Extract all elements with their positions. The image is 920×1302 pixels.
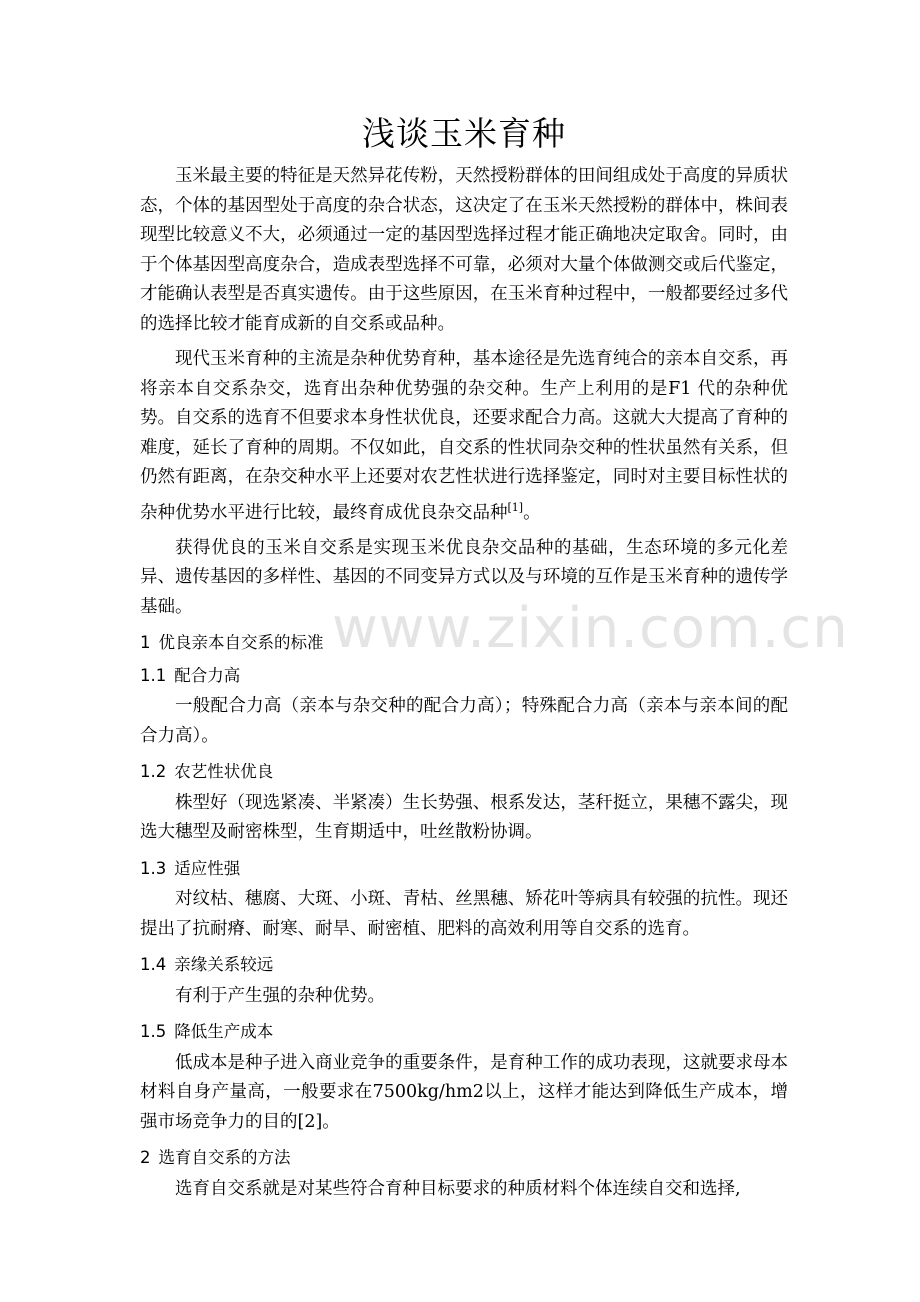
section-1-2-heading <box>140 757 788 787</box>
section-number: 1.4 <box>140 955 167 975</box>
section-2-body: 选育自交系就是对某些符合育种目标要求的种质材料个体连续自交和选择, <box>175 1178 741 1199</box>
watermark: www.zixin.com.cn <box>332 596 849 661</box>
document-body <box>140 110 788 1210</box>
section-1-4-body: 有利于产生强的杂种优势。 <box>175 985 385 1006</box>
document-title: 浅谈玉米育种 <box>362 114 566 153</box>
section-1-5-heading <box>140 1017 788 1047</box>
section-1-2-body: 株型好（现选紧凑、半紧凑）生长势强、根系发达，茎秆挺立，果穗不露尖，现选大穗型及耐密株型，生育期适中，吐丝散粉协调。 <box>140 792 788 843</box>
section-title: 降低生产成本 <box>174 1022 274 1042</box>
section-number: 1.5 <box>140 1022 167 1042</box>
section-title: 亲缘关系较远 <box>174 955 274 975</box>
section-1-1-body: 一般配合力高（亲本与杂交种的配合力高）；特殊配合力高（亲本与亲本间的配合力高）。 <box>140 696 788 746</box>
section-title: 适应性强 <box>174 858 241 878</box>
paragraph-intro: 玉米最主要的特征是天然异花传粉，天然授粉群体的田间组成处于高度的异质状态，个体的基因型处于高度的杂合状态，这决定了在玉米天然授粉的群体中，株间表现型比较意义不大，必须通过一定的基因型选择过程才能正确地决定取舍。同时，由于个体基因型高度杂合，造成表型选择不可靠，必须对大量个体做测交或后代鉴定，才能确认表型是否真实遗传。由于这些原因，在玉米育种过程中，一般都要经过多代的选择比较才能育成新的自交系或品种。 <box>140 166 788 334</box>
paragraph-basis: 获得优良的玉米自交系是实现玉米优良杂交品种的基础，生态环境的多元化差异、遗传基因的多样性、基因的不同变异方式以及与环境的互作是玉米育种的遗传学基础。 <box>140 537 788 617</box>
section-1-3-heading <box>140 854 788 884</box>
section-number: 2 <box>140 1148 151 1168</box>
paragraph-hybrid-text: 现代玉米育种的主流是杂种优势育种，基本途径是先选育纯合的亲本自交系，再将亲本自交系杂交，选育出杂种优势强的杂交种。生产上利用的是F1 代的杂种优势。自交系的选育不但要求本身性状优良，还要求配合力高。这就大大提高了育种的难度，延长了育种的周期。不仅如此，自交系的性状同杂交种的性状虽然有关系，但仍然有距离，在杂交种水平上还要对农艺性状进行选择鉴定，同时对主要目标性状的杂种优势水平进行比较，最终育成优良杂交品种 <box>140 349 788 523</box>
section-1-1-heading <box>140 661 788 691</box>
section-2-heading <box>140 1143 788 1173</box>
section-title: 配合力高 <box>174 665 241 685</box>
section-1-heading <box>140 628 788 658</box>
section-1-4-heading <box>140 950 788 980</box>
section-number: 1 <box>140 633 151 653</box>
section-title: 选育自交系的方法 <box>158 1148 291 1168</box>
section-number: 1.2 <box>140 762 167 782</box>
section-number: 1.1 <box>140 665 167 685</box>
citation-ref: [1] <box>507 500 524 514</box>
paragraph-hybrid <box>140 345 788 528</box>
section-1-5-body: 低成本是种子进入商业竞争的重要条件，是育种工作的成功表现，这就要求母本材料自身产量高，一般要求在7500kg/hm2以上，这样才能达到降低生产成本，增强市场竞争力的目的[2]。 <box>140 1052 788 1132</box>
section-title: 优良亲本自交系的标准 <box>158 633 324 653</box>
section-1-3-body: 对纹枯、穗腐、大斑、小斑、青枯、丝黑穗、矫花叶等病具有较强的抗性。现还提出了抗耐瘠、耐寒、耐旱、耐密植、肥料的高效利用等自交系的选育。 <box>140 889 788 939</box>
paragraph-hybrid-end: 。 <box>523 502 541 523</box>
section-title: 农艺性状优良 <box>174 762 274 782</box>
section-number: 1.3 <box>140 858 167 878</box>
